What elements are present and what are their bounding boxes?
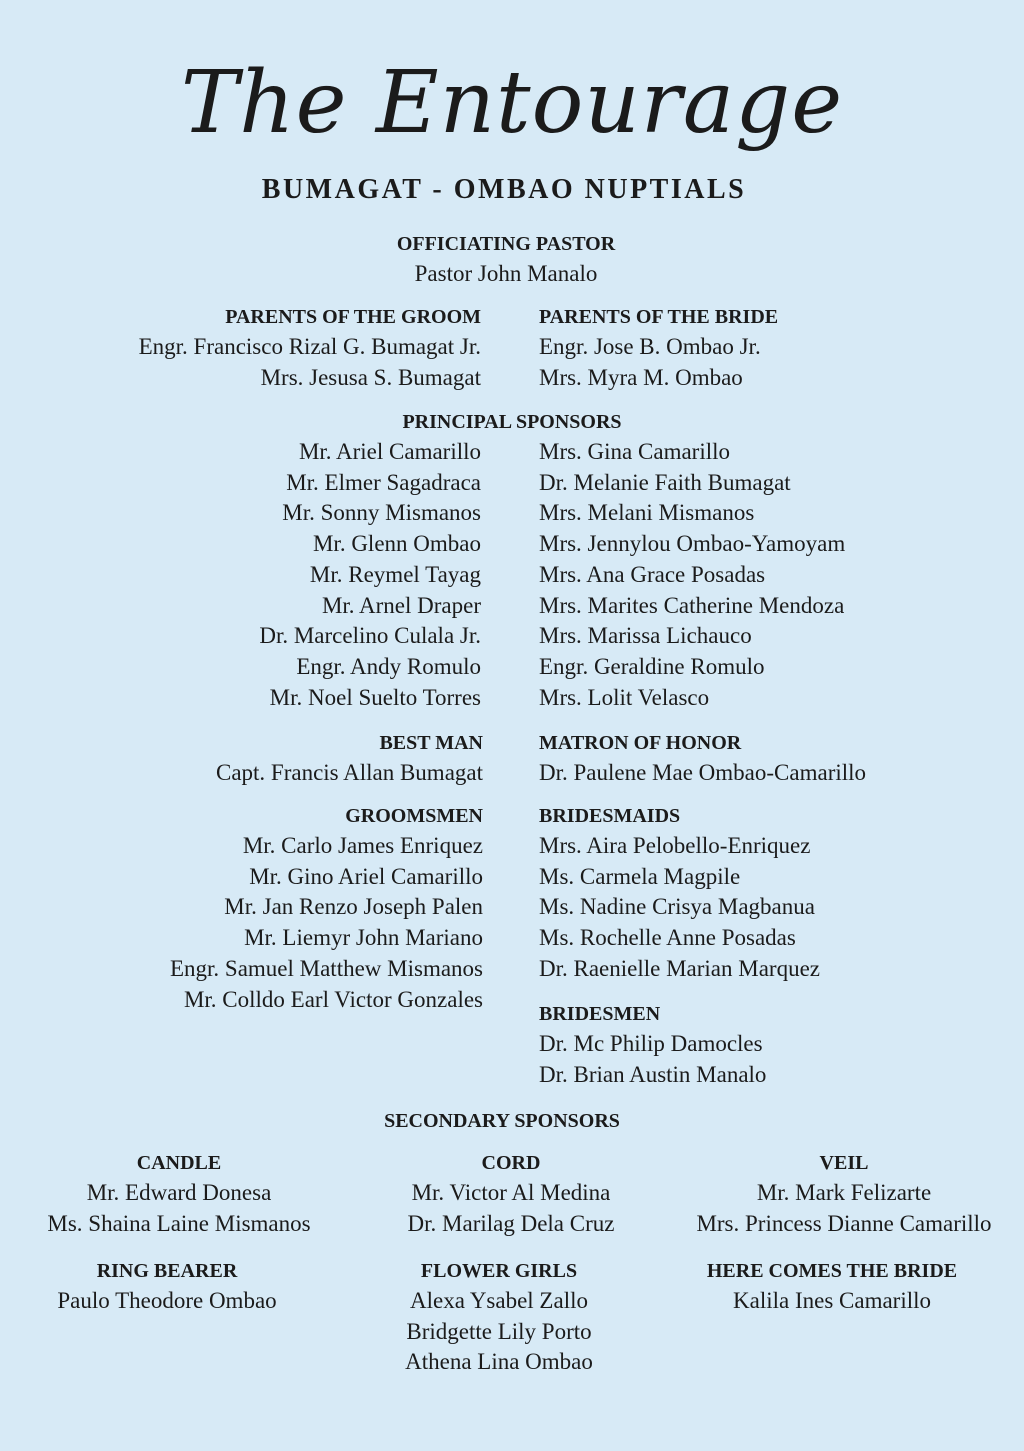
list-item: Ms. Carmela Magpile [539,863,741,889]
principal-sponsors-left-list [40,437,481,713]
best-man-name: Capt. Francis Allan Bumagat [215,760,483,785]
list-item: Mr. Glenn Ombao [312,531,481,557]
list-item: Mrs. Jesusa S. Bumagat [260,364,481,390]
parents-groom-list [40,332,481,393]
list-item: Mr. Reymel Tayag [309,561,481,587]
list-item: Mrs. Myra M. Ombao [539,364,743,390]
list-item: Mr. Jan Renzo Joseph Palen [224,894,483,920]
list-item: Dr. Raenielle Marian Marquez [539,955,820,981]
list-item: Bridgette Lily Porto [406,1318,592,1344]
list-item: Mr. Sonny Mismanos [282,500,481,526]
principal-sponsors-section [312,407,712,437]
list-item: Athena Lina Ombao [405,1349,593,1375]
principal-sponsors-right [539,437,979,713]
best-man-heading: BEST MAN [379,732,483,754]
groomsmen-heading: GROOMSMEN [345,805,483,827]
list-item: Dr. Marilag Dela Cruz [407,1210,615,1236]
cord-section [352,1148,670,1239]
candle-list [20,1178,338,1239]
veil-heading: VEIL [819,1152,869,1174]
principal-sponsors-right-list [539,437,979,713]
officiating-section [306,229,706,290]
list-item: Paulo Theodore Ombao [57,1288,277,1313]
principal-sponsors-heading: PRINCIPAL SPONSORS [402,411,622,433]
list-item: Mr. Elmer Sagadraca [286,469,481,495]
list-item: Mr. Victor Al Medina [411,1180,611,1205]
ring-bearer-section [20,1256,314,1317]
groomsmen-section [40,801,483,1015]
page-title: The Entourage [180,53,844,153]
list-item: Dr. Melanie Faith Bumagat [539,469,791,495]
list-item: Mr. Ariel Camarillo [298,439,481,464]
list-item: Mrs. Princess Dianne Camarillo [696,1210,992,1236]
list-item: Mr. Carlo James Enriquez [242,833,483,858]
list-item: Ms. Shaina Laine Mismanos [47,1210,311,1236]
principal-sponsors-left [40,437,481,713]
secondary-sponsors-heading: SECONDARY SPONSORS [384,1110,620,1132]
list-item: Mr. Mark Felizarte [756,1180,932,1205]
flower-girls-heading: FLOWER GIRLS [420,1260,578,1282]
parents-bride-list [539,332,979,393]
list-item: Mrs. Lolit Velasco [539,684,710,710]
candle-section [20,1148,338,1239]
cord-list [352,1178,670,1239]
flower-girls-section [352,1256,646,1378]
flower-girls-list [352,1286,646,1378]
cord-heading: CORD [481,1152,541,1174]
list-item: Dr. Marcelino Culala Jr. [259,623,481,649]
matron-section [539,728,979,789]
secondary-sponsors-section [302,1106,702,1136]
bridesmaids-section [539,801,979,985]
list-item: Mr. Liemyr John Mariano [244,925,483,951]
page-subtitle: BUMAGAT - OMBAO NUPTIALS [261,174,747,205]
list-item: Mr. Edward Donesa [86,1180,272,1205]
bridesmen-heading: BRIDESMEN [539,1003,661,1025]
list-item: Mrs. Marissa Lichauco [539,623,752,649]
list-item: Mr. Arnel Draper [321,592,481,618]
matron-heading: MATRON OF HONOR [539,732,742,754]
bridesmen-section [539,999,979,1090]
veil-list [674,1178,1014,1239]
list-item: Mrs. Aira Pelobello-Enriquez [539,833,811,858]
list-item: Ms. Rochelle Anne Posadas [539,925,796,951]
ring-bearer-list [20,1286,314,1317]
here-comes-the-bride-heading: HERE COMES THE BRIDE [706,1260,958,1282]
list-item: Engr. Jose B. Ombao Jr. [539,334,761,359]
bridesmen-list [539,1029,979,1090]
officiating-name: Pastor John Manalo [414,261,598,286]
list-item: Mr. Gino Ariel Camarillo [249,863,483,889]
list-item: Dr. Mc Philip Damocles [539,1031,763,1056]
list-item: Engr. Samuel Matthew Mismanos [169,955,483,981]
list-item: Engr. Francisco Rizal G. Bumagat Jr. [138,334,481,359]
list-item: Mrs. Gina Camarillo [539,439,730,464]
list-item: Mrs. Ana Grace Posadas [539,561,766,587]
ring-bearer-heading: RING BEARER [96,1260,238,1282]
list-item: Ms. Nadine Crisya Magbanua [539,894,815,920]
matron-name: Dr. Paulene Mae Ombao-Camarillo [539,760,867,785]
veil-section [674,1148,1014,1239]
parents-groom-section [40,302,481,393]
list-item: Mrs. Melani Mismanos [539,500,755,526]
parents-bride-section [539,302,979,393]
list-item: Engr. Geraldine Romulo [539,653,765,679]
list-item: Dr. Brian Austin Manalo [539,1061,767,1087]
candle-heading: CANDLE [136,1152,222,1174]
list-item: Mr. Noel Suelto Torres [269,684,481,710]
list-item: Mr. Colldo Earl Victor Gonzales [183,986,483,1012]
parents-groom-heading: PARENTS OF THE GROOM [225,306,481,328]
best-man-section [40,728,483,789]
list-item: Mrs. Jennylou Ombao-Yamoyam [539,531,846,557]
here-comes-the-bride-section [682,1256,982,1317]
list-item: Engr. Andy Romulo [296,653,481,679]
parents-bride-heading: PARENTS OF THE BRIDE [539,306,779,328]
groomsmen-list [40,831,483,1015]
bridesmaids-heading: BRIDESMAIDS [539,805,681,827]
list-item: Kalila Ines Camarillo [733,1288,931,1313]
bridesmaids-list [539,831,979,985]
list-item: Mrs. Marites Catherine Mendoza [539,592,845,618]
list-item: Alexa Ysabel Zallo [410,1288,588,1313]
here-comes-the-bride-list [682,1286,982,1317]
officiating-heading: OFFICIATING PASTOR [396,233,616,255]
